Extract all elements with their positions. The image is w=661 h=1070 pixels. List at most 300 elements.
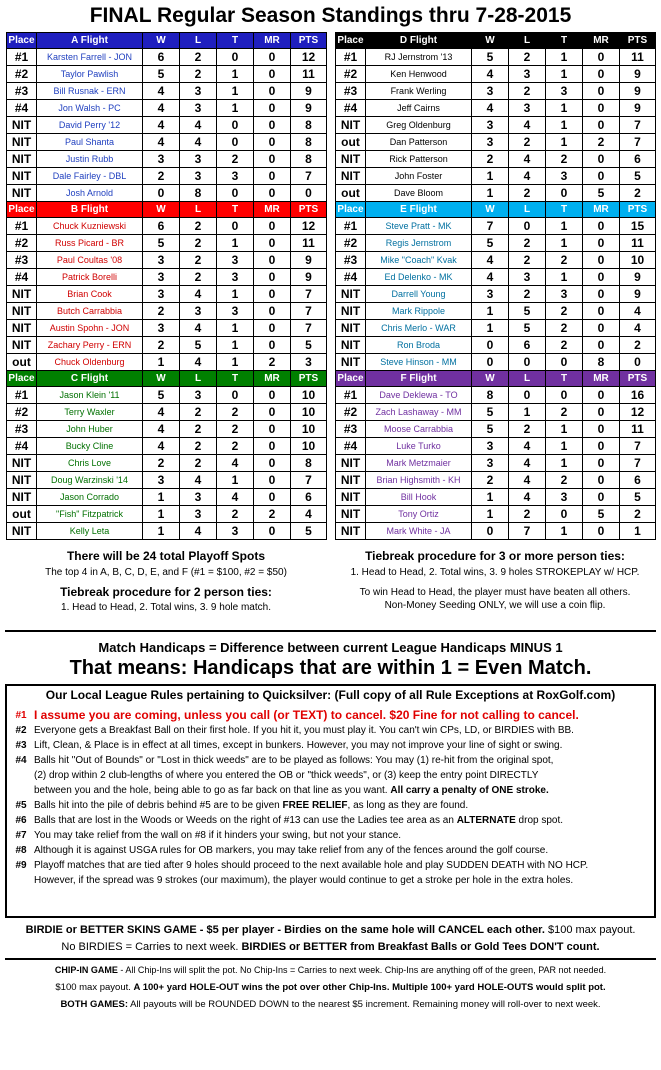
place-cell: NIT bbox=[336, 286, 366, 303]
player-name: Steve Pratt - MK bbox=[366, 218, 472, 235]
place-cell: out bbox=[7, 354, 37, 371]
stat-cell: 9 bbox=[620, 83, 656, 100]
rule-number: #2 bbox=[15, 725, 27, 736]
player-name: Kelly Leta bbox=[37, 523, 143, 540]
stat-cell: 12 bbox=[620, 404, 656, 421]
table-row bbox=[7, 49, 327, 66]
stat-cell: 7 bbox=[291, 472, 327, 489]
table-row bbox=[336, 66, 656, 83]
stat-cell: 3 bbox=[472, 286, 509, 303]
player-name: Dale Fairley - DBL bbox=[37, 168, 143, 185]
col-header: W bbox=[472, 371, 509, 387]
stat-cell: 2 bbox=[509, 252, 546, 269]
table-row bbox=[336, 100, 656, 117]
place-cell: NIT bbox=[7, 151, 37, 168]
stat-cell: 5 bbox=[583, 185, 620, 202]
handicap-line2: That means: Handicaps that are within 1 = Even Match. bbox=[69, 657, 592, 679]
stat-cell: 0 bbox=[254, 117, 291, 134]
player-name: Mark White - JA bbox=[366, 523, 472, 540]
table-row bbox=[7, 303, 327, 320]
stat-cell: 9 bbox=[291, 269, 327, 286]
player-name: Jason Klein '11 bbox=[37, 387, 143, 404]
rule-3 bbox=[8, 738, 653, 753]
player-name: Karsten Farrell - JON bbox=[37, 49, 143, 66]
table-row bbox=[336, 269, 656, 286]
chipin-line1 bbox=[5, 965, 656, 975]
stat-cell: 11 bbox=[620, 235, 656, 252]
place-cell: NIT bbox=[336, 489, 366, 506]
stat-cell: 9 bbox=[291, 83, 327, 100]
stat-cell: 11 bbox=[291, 235, 327, 252]
chipin-line2 bbox=[5, 982, 656, 993]
player-name: Chuck Oldenburg bbox=[37, 354, 143, 371]
stat-cell: 0 bbox=[254, 134, 291, 151]
tiebreak-3-heading: Tiebreak procedure for 3 or more person ties: bbox=[365, 549, 625, 563]
rule-text: However, if the spread was 9 strokes (our maximum), the player would continue to get a stroke per hole in the extra holes. bbox=[34, 875, 574, 886]
rule-number: #1 bbox=[15, 710, 27, 721]
stat-cell: 9 bbox=[291, 100, 327, 117]
stat-cell: 1 bbox=[217, 66, 254, 83]
table-row bbox=[7, 320, 327, 337]
chipin-line3 bbox=[5, 999, 656, 1010]
stat-cell: 7 bbox=[620, 438, 656, 455]
stat-cell: 4 bbox=[217, 489, 254, 506]
stat-cell: 4 bbox=[472, 66, 509, 83]
stat-cell: 0 bbox=[583, 100, 620, 117]
player-name: Dan Patterson bbox=[366, 134, 472, 151]
col-header: T bbox=[217, 371, 254, 387]
stat-cell: 4 bbox=[180, 472, 217, 489]
table-row bbox=[336, 235, 656, 252]
player-name: Austin Spohn - JON bbox=[37, 320, 143, 337]
table-row bbox=[336, 218, 656, 235]
player-name: Bucky Cline bbox=[37, 438, 143, 455]
stat-cell: 3 bbox=[509, 269, 546, 286]
table-row bbox=[7, 218, 327, 235]
col-header: PTS bbox=[620, 371, 656, 387]
stat-cell: 2 bbox=[180, 235, 217, 252]
place-header: Place bbox=[7, 33, 37, 49]
rule-9 bbox=[8, 858, 653, 873]
table-row bbox=[7, 354, 327, 371]
player-name: Doug Warzinski '14 bbox=[37, 472, 143, 489]
stat-cell: 0 bbox=[583, 523, 620, 540]
stat-cell: 0 bbox=[254, 151, 291, 168]
rule-text: , as long as they are found. bbox=[347, 800, 469, 811]
stat-cell: 4 bbox=[291, 506, 327, 523]
stat-cell: 3 bbox=[546, 168, 583, 185]
stat-cell: 1 bbox=[472, 168, 509, 185]
stat-cell: 1 bbox=[143, 489, 180, 506]
both-games-label: BOTH GAMES: bbox=[60, 999, 128, 1010]
stat-cell: 0 bbox=[583, 320, 620, 337]
stat-cell: 3 bbox=[472, 438, 509, 455]
flight-header-d bbox=[336, 33, 656, 49]
place-cell: NIT bbox=[336, 168, 366, 185]
table-row bbox=[336, 354, 656, 371]
tiebreak-2-line: 1. Head to Head, 2. Total wins, 3. 9 hole match. bbox=[61, 602, 271, 613]
place-cell: NIT bbox=[7, 168, 37, 185]
player-name: Dave Bloom bbox=[366, 185, 472, 202]
table-row bbox=[7, 337, 327, 354]
stat-cell: 5 bbox=[472, 404, 509, 421]
rule-text: drop spot. bbox=[518, 815, 564, 826]
stat-cell: 0 bbox=[546, 506, 583, 523]
player-name: Jason Corrado bbox=[37, 489, 143, 506]
stat-cell: 0 bbox=[254, 438, 291, 455]
skins-line2-bold: BIRDIES or BETTER from Breakfast Balls or Gold Tees DON'T count. bbox=[238, 941, 600, 953]
chipin-text: - All Chip-Ins will split the pot. No Chip-Ins = Carries to next week. Chip-Ins are anything off of the green, PAR not needed. bbox=[117, 965, 607, 975]
stat-cell: 2 bbox=[509, 421, 546, 438]
rule-text: I assume you are coming, unless you call (or TEXT) to cancel. $20 Fine for not calling to cancel. bbox=[34, 708, 579, 722]
stat-cell: 2 bbox=[472, 151, 509, 168]
stat-cell: 1 bbox=[217, 286, 254, 303]
stat-cell: 1 bbox=[546, 235, 583, 252]
rule-bold: FREE RELIEF bbox=[282, 800, 348, 811]
place-cell: #2 bbox=[7, 404, 37, 421]
stat-cell: 0 bbox=[254, 235, 291, 252]
player-name: Steve Hinson - MM bbox=[366, 354, 472, 371]
stat-cell: 5 bbox=[291, 337, 327, 354]
stat-cell: 4 bbox=[509, 117, 546, 134]
flight-header-e bbox=[336, 202, 656, 218]
stat-cell: 1 bbox=[546, 49, 583, 66]
place-cell: #3 bbox=[336, 421, 366, 438]
stat-cell: 1 bbox=[620, 523, 656, 540]
stat-cell: 9 bbox=[620, 286, 656, 303]
stat-cell: 1 bbox=[472, 303, 509, 320]
stat-cell: 1 bbox=[546, 66, 583, 83]
col-header: L bbox=[180, 202, 217, 218]
col-header: L bbox=[509, 33, 546, 49]
stat-cell: 3 bbox=[472, 455, 509, 472]
table-row bbox=[7, 66, 327, 83]
stat-cell: 2 bbox=[546, 320, 583, 337]
place-cell: NIT bbox=[7, 303, 37, 320]
flight-name: D Flight bbox=[366, 33, 472, 49]
player-name: Jeff Cairns bbox=[366, 100, 472, 117]
place-cell: NIT bbox=[7, 286, 37, 303]
rule-5 bbox=[8, 798, 653, 813]
place-cell: NIT bbox=[336, 303, 366, 320]
stat-cell: 2 bbox=[180, 49, 217, 66]
stat-cell: 4 bbox=[180, 354, 217, 371]
stat-cell: 0 bbox=[217, 185, 254, 202]
stat-cell: 1 bbox=[546, 117, 583, 134]
stat-cell: 0 bbox=[583, 489, 620, 506]
col-header: MR bbox=[583, 202, 620, 218]
rules-list bbox=[8, 708, 653, 888]
stat-cell: 4 bbox=[180, 134, 217, 151]
stat-cell: 6 bbox=[509, 337, 546, 354]
skins-line1-bold: BIRDIE or BETTER SKINS GAME - $5 per player - Birdies on the same hole will CANCEL each other. bbox=[25, 924, 545, 936]
place-cell: #2 bbox=[7, 66, 37, 83]
col-header: PTS bbox=[291, 33, 327, 49]
place-cell: #1 bbox=[7, 387, 37, 404]
stat-cell: 8 bbox=[180, 185, 217, 202]
player-name: Taylor Pawlish bbox=[37, 66, 143, 83]
stat-cell: 5 bbox=[180, 337, 217, 354]
place-cell: #4 bbox=[7, 100, 37, 117]
place-cell: NIT bbox=[7, 523, 37, 540]
col-header: T bbox=[546, 371, 583, 387]
stat-cell: 0 bbox=[583, 235, 620, 252]
col-header: MR bbox=[254, 202, 291, 218]
stat-cell: 0 bbox=[546, 354, 583, 371]
stat-cell: 5 bbox=[509, 320, 546, 337]
skins-line1-text: $100 max payout. bbox=[544, 924, 636, 936]
stat-cell: 0 bbox=[583, 252, 620, 269]
table-row bbox=[336, 83, 656, 100]
stat-cell: 3 bbox=[509, 100, 546, 117]
table-row bbox=[336, 506, 656, 523]
player-name: Luke Turko bbox=[366, 438, 472, 455]
stat-cell: 2 bbox=[143, 168, 180, 185]
stat-cell: 4 bbox=[509, 438, 546, 455]
stat-cell: 1 bbox=[143, 523, 180, 540]
table-row bbox=[7, 168, 327, 185]
player-name: Paul Coultas '08 bbox=[37, 252, 143, 269]
place-cell: #4 bbox=[7, 438, 37, 455]
place-cell: #1 bbox=[336, 387, 366, 404]
table-row bbox=[336, 337, 656, 354]
stat-cell: 3 bbox=[180, 387, 217, 404]
player-name: Russ Picard - BR bbox=[37, 235, 143, 252]
rule-text: Playoff matches that are tied after 9 holes should proceed to the next available hole and play SUDDEN DEATH with NO HCP. bbox=[34, 860, 589, 871]
place-cell: #2 bbox=[336, 404, 366, 421]
stat-cell: 5 bbox=[620, 489, 656, 506]
place-cell: out bbox=[7, 506, 37, 523]
stat-cell: 8 bbox=[291, 134, 327, 151]
player-name: Moose Carrabbia bbox=[366, 421, 472, 438]
table-row bbox=[336, 151, 656, 168]
rule-number: #9 bbox=[15, 860, 27, 871]
stat-cell: 0 bbox=[254, 303, 291, 320]
stat-cell: 0 bbox=[254, 472, 291, 489]
stat-cell: 0 bbox=[583, 387, 620, 404]
rule-4-cont bbox=[8, 768, 653, 783]
table-row bbox=[336, 489, 656, 506]
col-header: L bbox=[509, 371, 546, 387]
stat-cell: 1 bbox=[546, 269, 583, 286]
stat-cell: 2 bbox=[546, 472, 583, 489]
col-header: W bbox=[143, 202, 180, 218]
stat-cell: 3 bbox=[217, 269, 254, 286]
player-name: Butch Carrabbia bbox=[37, 303, 143, 320]
stat-cell: 2 bbox=[509, 83, 546, 100]
stat-cell: 3 bbox=[180, 506, 217, 523]
rule-text: Balls hit "Out of Bounds" or "Lost in thick weeds" are to be played as follows: You may (1) re-hit from the original spot, bbox=[34, 755, 554, 766]
table-row bbox=[7, 506, 327, 523]
stat-cell: 3 bbox=[180, 489, 217, 506]
standings-table-right bbox=[335, 32, 656, 540]
flight-name: B Flight bbox=[37, 202, 143, 218]
place-header: Place bbox=[336, 202, 366, 218]
tiebreak-3-note1: To win Head to Head, the player must have beaten all others. bbox=[359, 587, 631, 598]
stat-cell: 0 bbox=[254, 286, 291, 303]
chipin-label: CHIP-IN GAME bbox=[54, 965, 118, 975]
stat-cell: 7 bbox=[291, 320, 327, 337]
flight-header-c bbox=[7, 371, 327, 387]
stat-cell: 3 bbox=[546, 83, 583, 100]
stat-cell: 3 bbox=[509, 66, 546, 83]
stat-cell: 0 bbox=[217, 387, 254, 404]
stat-cell: 3 bbox=[143, 320, 180, 337]
place-cell: NIT bbox=[336, 472, 366, 489]
place-cell: NIT bbox=[336, 151, 366, 168]
player-name: Regis Jernstrom bbox=[366, 235, 472, 252]
table-row bbox=[7, 455, 327, 472]
stat-cell: 1 bbox=[143, 506, 180, 523]
player-name: "Fish" Fitzpatrick bbox=[37, 506, 143, 523]
player-name: Rick Patterson bbox=[366, 151, 472, 168]
stat-cell: 10 bbox=[291, 387, 327, 404]
stat-cell: 3 bbox=[143, 472, 180, 489]
col-header: W bbox=[472, 202, 509, 218]
stat-cell: 1 bbox=[217, 100, 254, 117]
table-row bbox=[336, 320, 656, 337]
stat-cell: 4 bbox=[217, 455, 254, 472]
player-name: Terry Waxler bbox=[37, 404, 143, 421]
place-cell: #1 bbox=[336, 49, 366, 66]
table-row bbox=[336, 303, 656, 320]
place-cell: #4 bbox=[336, 438, 366, 455]
stat-cell: 3 bbox=[217, 303, 254, 320]
stat-cell: 2 bbox=[180, 218, 217, 235]
player-name: Chris Merlo - WAR bbox=[366, 320, 472, 337]
stat-cell: 5 bbox=[143, 66, 180, 83]
stat-cell: 0 bbox=[254, 218, 291, 235]
stat-cell: 3 bbox=[180, 151, 217, 168]
place-cell: #4 bbox=[7, 269, 37, 286]
table-row bbox=[336, 455, 656, 472]
flight-name: E Flight bbox=[366, 202, 472, 218]
player-name: Mark Metzmaier bbox=[366, 455, 472, 472]
rule-number: #7 bbox=[15, 830, 27, 841]
col-header: L bbox=[180, 371, 217, 387]
stat-cell: 0 bbox=[254, 252, 291, 269]
col-header: L bbox=[180, 33, 217, 49]
stat-cell: 4 bbox=[180, 523, 217, 540]
stat-cell: 0 bbox=[217, 218, 254, 235]
stat-cell: 15 bbox=[620, 218, 656, 235]
stat-cell: 5 bbox=[583, 506, 620, 523]
player-name: Ken Henwood bbox=[366, 66, 472, 83]
player-name: Greg Oldenburg bbox=[366, 117, 472, 134]
rule-text: (2) drop within 2 club-lengths of where you entered the OB or "thick weeds", or (3) keep the entry point DIRECTLY bbox=[34, 770, 539, 781]
place-cell: NIT bbox=[336, 455, 366, 472]
rule-4-cont bbox=[8, 783, 653, 798]
table-row bbox=[336, 523, 656, 540]
stat-cell: 0 bbox=[254, 83, 291, 100]
stat-cell: 2 bbox=[472, 472, 509, 489]
stat-cell: 1 bbox=[472, 506, 509, 523]
col-header: MR bbox=[583, 371, 620, 387]
player-name: Zachary Perry - ERN bbox=[37, 337, 143, 354]
stat-cell: 3 bbox=[143, 286, 180, 303]
table-row bbox=[7, 252, 327, 269]
player-name: Frank Werling bbox=[366, 83, 472, 100]
stat-cell: 0 bbox=[583, 337, 620, 354]
player-name: Dave Deklewa - TO bbox=[366, 387, 472, 404]
table-row bbox=[7, 472, 327, 489]
stat-cell: 4 bbox=[509, 472, 546, 489]
chipin-text: $100 max payout. bbox=[55, 982, 134, 993]
place-cell: NIT bbox=[7, 489, 37, 506]
player-name: Chris Love bbox=[37, 455, 143, 472]
player-name: Bill Rusnak - ERN bbox=[37, 83, 143, 100]
stat-cell: 3 bbox=[180, 83, 217, 100]
col-header: PTS bbox=[620, 33, 656, 49]
stat-cell: 0 bbox=[472, 523, 509, 540]
stat-cell: 7 bbox=[620, 134, 656, 151]
stat-cell: 3 bbox=[143, 151, 180, 168]
rule-text: Although it is against USGA rules for OB markers, you may take relief from any of the fences around the golf course. bbox=[34, 845, 549, 856]
stat-cell: 0 bbox=[254, 185, 291, 202]
stat-cell: 2 bbox=[620, 506, 656, 523]
rule-8 bbox=[8, 843, 653, 858]
table-row bbox=[7, 100, 327, 117]
stat-cell: 1 bbox=[217, 83, 254, 100]
player-name: Josh Arnold bbox=[37, 185, 143, 202]
stat-cell: 2 bbox=[143, 337, 180, 354]
flight-name: C Flight bbox=[37, 371, 143, 387]
stat-cell: 1 bbox=[217, 354, 254, 371]
skins-line1 bbox=[5, 924, 656, 936]
player-name: RJ Jernstrom '13 bbox=[366, 49, 472, 66]
table-row bbox=[336, 134, 656, 151]
player-name: Ron Broda bbox=[366, 337, 472, 354]
col-header: MR bbox=[254, 33, 291, 49]
stat-cell: 0 bbox=[583, 438, 620, 455]
place-cell: NIT bbox=[7, 337, 37, 354]
stat-cell: 1 bbox=[546, 134, 583, 151]
stat-cell: 8 bbox=[583, 354, 620, 371]
table-row bbox=[336, 185, 656, 202]
stat-cell: 11 bbox=[291, 66, 327, 83]
stat-cell: 2 bbox=[254, 354, 291, 371]
place-cell: #4 bbox=[336, 100, 366, 117]
stat-cell: 4 bbox=[472, 100, 509, 117]
place-cell: #2 bbox=[7, 235, 37, 252]
place-cell: NIT bbox=[7, 472, 37, 489]
player-name: Ed Delenko - MK bbox=[366, 269, 472, 286]
handicap-box bbox=[5, 630, 656, 680]
place-cell: #3 bbox=[7, 83, 37, 100]
place-cell: NIT bbox=[336, 117, 366, 134]
col-header: W bbox=[143, 371, 180, 387]
stat-cell: 2 bbox=[180, 404, 217, 421]
stat-cell: 0 bbox=[583, 455, 620, 472]
stat-cell: 2 bbox=[620, 185, 656, 202]
table-row bbox=[7, 438, 327, 455]
stat-cell: 2 bbox=[546, 303, 583, 320]
rule-number: #4 bbox=[15, 755, 27, 766]
stat-cell: 2 bbox=[180, 421, 217, 438]
stat-cell: 4 bbox=[143, 438, 180, 455]
stat-cell: 3 bbox=[472, 117, 509, 134]
table-row bbox=[7, 489, 327, 506]
stat-cell: 0 bbox=[254, 421, 291, 438]
flight-header-b bbox=[7, 202, 327, 218]
table-row bbox=[7, 117, 327, 134]
stat-cell: 0 bbox=[472, 337, 509, 354]
stat-cell: 4 bbox=[143, 404, 180, 421]
stat-cell: 0 bbox=[583, 269, 620, 286]
stat-cell: 2 bbox=[509, 49, 546, 66]
stat-cell: 2 bbox=[143, 303, 180, 320]
skins-line2 bbox=[5, 941, 656, 953]
